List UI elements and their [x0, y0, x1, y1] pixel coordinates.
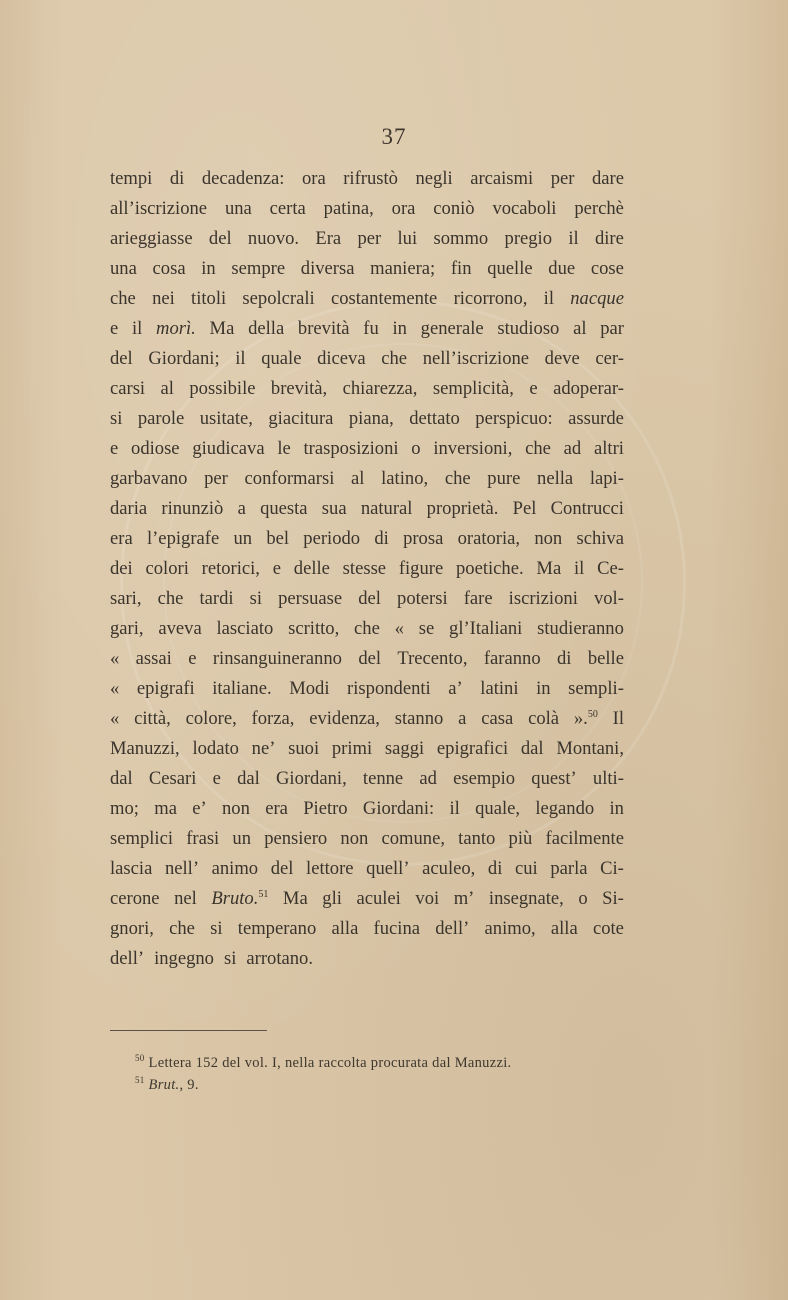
word: giudicava — [192, 438, 265, 459]
word: mo; — [110, 798, 139, 819]
word: epigrafi — [136, 678, 195, 699]
word: potersi — [397, 588, 448, 609]
footnote-number: 51 — [135, 1075, 145, 1085]
word: e’ — [192, 798, 207, 819]
word: Pietro — [303, 798, 348, 819]
word: lettore — [306, 858, 354, 879]
word: figure — [398, 558, 444, 579]
text-line — [110, 494, 624, 524]
word: tenne — [362, 768, 404, 789]
text-line — [110, 374, 624, 404]
text-line — [110, 704, 624, 734]
word: due — [548, 258, 576, 279]
word: certa — [269, 198, 306, 219]
text-line — [110, 254, 624, 284]
word: o — [578, 888, 588, 909]
word: Giordani; — [148, 348, 220, 369]
word: per — [357, 228, 382, 249]
word: era — [265, 798, 288, 819]
word: aculeo, — [422, 858, 476, 879]
word: studioso — [497, 318, 560, 339]
word: si — [210, 918, 223, 939]
word: conformarsi — [244, 468, 335, 489]
word: ne’ — [251, 738, 276, 759]
word: casa — [481, 708, 514, 729]
word: alla — [550, 918, 578, 939]
word: città, — [134, 708, 171, 729]
word: retorici, — [201, 558, 260, 579]
text-line — [110, 674, 624, 704]
word: gli — [322, 888, 342, 909]
word: gari, — [110, 618, 144, 639]
text-line — [110, 584, 624, 614]
word: fu — [363, 318, 379, 339]
word: Montani, — [556, 738, 624, 759]
text-line — [110, 164, 624, 194]
word: ricorrono, — [453, 288, 528, 309]
word: quelle — [487, 258, 533, 279]
word: aveva — [158, 618, 202, 639]
word: al — [351, 468, 365, 489]
word-with-reference — [574, 704, 598, 734]
word: aculei — [356, 888, 401, 909]
word: usitate, — [199, 408, 253, 429]
footnote-citation-title: Brut. — [148, 1077, 180, 1093]
word: sommo — [433, 228, 489, 249]
word: assurde — [568, 408, 624, 429]
text-line — [110, 194, 624, 224]
word: della — [248, 318, 285, 339]
word: quest’ — [531, 768, 577, 789]
word: costantemente — [330, 288, 438, 309]
word: e — [529, 378, 538, 399]
word: a — [458, 708, 467, 729]
word: Ci- — [600, 858, 624, 879]
word: Il — [612, 708, 624, 729]
word: latino, — [381, 468, 429, 489]
word: dal — [520, 738, 544, 759]
word: pure — [487, 468, 521, 489]
word: Modi — [289, 678, 330, 699]
word: sempre — [231, 258, 286, 279]
word: che — [444, 468, 471, 489]
text-line — [110, 224, 624, 254]
word: diversa — [300, 258, 355, 279]
footnote-citation-rest: , 9. — [179, 1077, 199, 1093]
word: del — [110, 348, 133, 369]
word: questa — [260, 498, 308, 519]
word: quale, — [475, 798, 521, 819]
word: morì. — [156, 318, 196, 339]
word: brevità, — [270, 378, 328, 399]
word: di — [169, 168, 185, 189]
word: piana, — [348, 408, 394, 429]
word: « — [110, 678, 120, 699]
text-line — [110, 524, 624, 554]
word: patina, — [323, 198, 374, 219]
text-line — [110, 404, 624, 434]
word: e — [110, 318, 119, 339]
word: era — [110, 528, 133, 549]
word: semplicità, — [432, 378, 514, 399]
word: « — [110, 708, 120, 729]
word: stesse — [342, 558, 387, 579]
footnote-reference: 50 — [587, 709, 598, 720]
word: e — [188, 648, 197, 669]
word: sua — [321, 498, 347, 519]
word: Era — [315, 228, 342, 249]
word: Manuzzi, — [110, 738, 180, 759]
word: dettato — [409, 408, 460, 429]
word: animo, — [484, 918, 536, 939]
word: comune, — [381, 828, 445, 849]
word: cosa — [152, 258, 186, 279]
word: nuovo. — [247, 228, 300, 249]
word: in — [392, 318, 407, 339]
footnote-separator-rule — [110, 1030, 267, 1031]
word: possibile — [189, 378, 256, 399]
word: colà — [528, 708, 560, 729]
word: colori — [145, 558, 189, 579]
word: generale — [420, 318, 484, 339]
word: oratoria, — [457, 528, 521, 549]
word: studieranno — [537, 618, 624, 639]
word: cerone — [110, 888, 160, 909]
word: pregio — [504, 228, 553, 249]
word: dare — [591, 168, 624, 189]
word: m’ — [453, 888, 475, 909]
word: che — [354, 618, 380, 639]
word: perspicuo: — [475, 408, 553, 429]
word: arrotano. — [246, 948, 313, 969]
word: ma — [154, 798, 177, 819]
word: se — [418, 618, 435, 639]
word: latini — [480, 678, 519, 699]
word: lui — [397, 228, 418, 249]
word: Ma — [209, 318, 235, 339]
word: deve — [544, 348, 580, 369]
word: trasposizioni — [303, 438, 399, 459]
word: Trecento, — [397, 648, 468, 669]
word: sari, — [110, 588, 142, 609]
word: Giordani, — [275, 768, 347, 789]
text-line — [110, 764, 624, 794]
word: vol- — [593, 588, 624, 609]
word: il — [573, 558, 585, 579]
word: carsi — [110, 378, 146, 399]
word: iscrizioni — [508, 588, 578, 609]
word: cose — [590, 258, 624, 279]
word: Pel — [512, 498, 537, 519]
text-line — [110, 644, 624, 674]
word: Ce- — [597, 558, 624, 579]
word: pensiero — [264, 828, 328, 849]
word: si — [249, 588, 263, 609]
word: altri — [593, 438, 624, 459]
text-line — [110, 944, 624, 974]
word: prosa — [403, 528, 444, 549]
word: dell’ — [435, 918, 470, 939]
word: nella — [537, 468, 574, 489]
word: faranno — [483, 648, 541, 669]
word: in — [536, 678, 551, 699]
text-line — [110, 734, 624, 764]
word: belle — [587, 648, 624, 669]
word: « — [394, 618, 404, 639]
word: il — [449, 798, 460, 819]
word: in — [201, 258, 216, 279]
word: nell’ — [164, 858, 200, 879]
word: decadenza: — [201, 168, 285, 189]
word: ad — [563, 438, 582, 459]
word: titoli — [191, 288, 227, 309]
word: che — [525, 438, 551, 459]
word: evidenza, — [309, 708, 380, 729]
word: chiarezza, — [342, 378, 418, 399]
word: una — [224, 198, 252, 219]
word: fare — [463, 588, 493, 609]
word: alla — [331, 918, 359, 939]
word: gl’Italiani — [449, 618, 523, 639]
text-line — [110, 314, 624, 344]
word: lodato — [192, 738, 239, 759]
word: ingegno — [154, 948, 214, 969]
word: colore, — [185, 708, 237, 729]
word: o — [411, 438, 421, 459]
word: suoi — [288, 738, 320, 759]
body-text — [110, 164, 624, 974]
word: dire — [594, 228, 624, 249]
footnote-number: 50 — [135, 1053, 145, 1063]
word: in — [609, 798, 624, 819]
word: a’ — [448, 678, 463, 699]
page-number: 37 — [381, 124, 407, 149]
word: e — [272, 558, 281, 579]
word: Cesari — [148, 768, 197, 789]
word: insegnate, — [488, 888, 564, 909]
word: che — [110, 288, 136, 309]
word: sepolcrali — [242, 288, 315, 309]
word: inversioni, — [433, 438, 513, 459]
word: voi — [415, 888, 440, 909]
word: per — [550, 168, 575, 189]
word: dal — [237, 768, 260, 789]
word: animo — [211, 858, 259, 879]
word: cui — [515, 858, 538, 879]
word: giacitura — [268, 408, 334, 429]
word: lapi- — [589, 468, 624, 489]
word: per — [204, 468, 228, 489]
word: ulti- — [592, 768, 624, 789]
word: parole — [137, 408, 185, 429]
word: daria — [110, 498, 148, 519]
word: fin — [450, 258, 472, 279]
word: garbavano — [110, 468, 188, 489]
word: cote — [592, 918, 624, 939]
text-line — [110, 434, 624, 464]
word: primi — [331, 738, 373, 759]
text-line — [110, 614, 624, 644]
footnote-reference: 51 — [258, 889, 269, 900]
word: persuase — [278, 588, 343, 609]
text-line — [110, 554, 624, 584]
word: odiose — [131, 438, 180, 459]
word: delle — [293, 558, 330, 579]
text-line — [110, 824, 624, 854]
word: ora — [301, 168, 326, 189]
word: brevità — [297, 318, 350, 339]
word: più — [508, 828, 533, 849]
word: che — [381, 348, 408, 369]
word: non — [534, 528, 563, 549]
word: si — [223, 948, 237, 969]
word: forza, — [251, 708, 295, 729]
word: italiane. — [212, 678, 272, 699]
word: parla — [550, 858, 588, 879]
word: l’epigrafe — [146, 528, 220, 549]
word: al — [573, 318, 587, 339]
text-line — [110, 344, 624, 374]
word: par — [600, 318, 624, 339]
word: nell’iscrizione — [422, 348, 530, 369]
word: cer- — [595, 348, 624, 369]
word: ad — [419, 768, 437, 789]
word: dal — [110, 768, 133, 789]
word: il — [235, 348, 246, 369]
word: di — [557, 648, 572, 669]
word: dell’ — [110, 948, 145, 969]
word: proprietà. — [426, 498, 499, 519]
word: lascia — [110, 858, 153, 879]
word: periodo — [303, 528, 361, 549]
word: all’iscrizione — [110, 198, 208, 219]
word: le — [277, 438, 291, 459]
word: rifrustò — [343, 168, 398, 189]
word: « — [110, 648, 120, 669]
word: Ma — [536, 558, 562, 579]
word: bel — [266, 528, 290, 549]
word: un — [232, 828, 252, 849]
word: gnori, — [110, 918, 154, 939]
word: rinsanguineranno — [212, 648, 342, 669]
word: Ma — [282, 888, 308, 909]
word: nacque — [570, 288, 624, 309]
word: che — [157, 588, 184, 609]
word: scritto, — [288, 618, 340, 639]
word: rispondenti — [347, 678, 431, 699]
word: un — [233, 528, 253, 549]
word: Contrucci — [550, 498, 624, 519]
word: facilmente — [545, 828, 624, 849]
footnote-51 — [135, 1074, 635, 1096]
text-line — [110, 284, 624, 314]
word: del — [358, 648, 382, 669]
word: diceva — [317, 348, 366, 369]
word: fucina — [373, 918, 421, 939]
word: saggi — [384, 738, 425, 759]
word: del — [270, 858, 294, 879]
word: sempli- — [568, 678, 624, 699]
word: vocaboli — [492, 198, 557, 219]
word: Bruto. — [211, 888, 259, 909]
word: arieggiasse — [110, 228, 193, 249]
word: negli — [415, 168, 453, 189]
word: coniò — [433, 198, 475, 219]
word: legando — [535, 798, 595, 819]
word: poetiche. — [456, 558, 524, 579]
word: quale — [261, 348, 302, 369]
word: e — [110, 438, 119, 459]
word: al — [160, 378, 174, 399]
footnotes — [135, 1052, 635, 1096]
word: il — [131, 318, 143, 339]
word: esempio — [453, 768, 516, 789]
word: frasi — [186, 828, 220, 849]
word: del — [358, 588, 381, 609]
word: natural — [360, 498, 413, 519]
word: ». — [573, 708, 588, 729]
word: del — [208, 228, 232, 249]
word: che — [169, 918, 195, 939]
word: e — [212, 768, 221, 789]
word: stanno — [394, 708, 444, 729]
word: assai — [135, 648, 172, 669]
text-line — [110, 794, 624, 824]
word: tempi — [110, 168, 153, 189]
footnote-text: Lettera 152 del vol. I, nella raccolta procurata dal Manuzzi. — [148, 1055, 512, 1071]
word: dei — [110, 558, 133, 579]
word: il — [543, 288, 554, 309]
word: di — [374, 528, 389, 549]
word: a — [237, 498, 246, 519]
word: nei — [152, 288, 175, 309]
word: perchè — [574, 198, 624, 219]
text-line — [110, 914, 624, 944]
word: tanto — [458, 828, 496, 849]
word: tardi — [199, 588, 234, 609]
word: ora — [391, 198, 416, 219]
word: quell’ — [366, 858, 410, 879]
word: semplici — [110, 828, 173, 849]
word-with-reference — [211, 884, 268, 914]
word: Giordani: — [362, 798, 435, 819]
text-line — [110, 884, 624, 914]
word: rinunziò — [161, 498, 224, 519]
word: adoperar- — [553, 378, 624, 399]
word: non — [340, 828, 369, 849]
word: non — [222, 798, 250, 819]
word: di — [487, 858, 503, 879]
word: il — [568, 228, 579, 249]
word: temperano — [237, 918, 317, 939]
text-line — [110, 854, 624, 884]
footnote-50 — [135, 1052, 635, 1074]
word: arcaismi — [470, 168, 534, 189]
word: Si- — [602, 888, 624, 909]
word: epigrafici — [436, 738, 509, 759]
word: maniera; — [370, 258, 436, 279]
word: una — [110, 258, 137, 279]
word: schiva — [576, 528, 624, 549]
word: nel — [174, 888, 197, 909]
word: si — [110, 408, 123, 429]
text-line — [110, 464, 624, 494]
word: lasciato — [216, 618, 274, 639]
